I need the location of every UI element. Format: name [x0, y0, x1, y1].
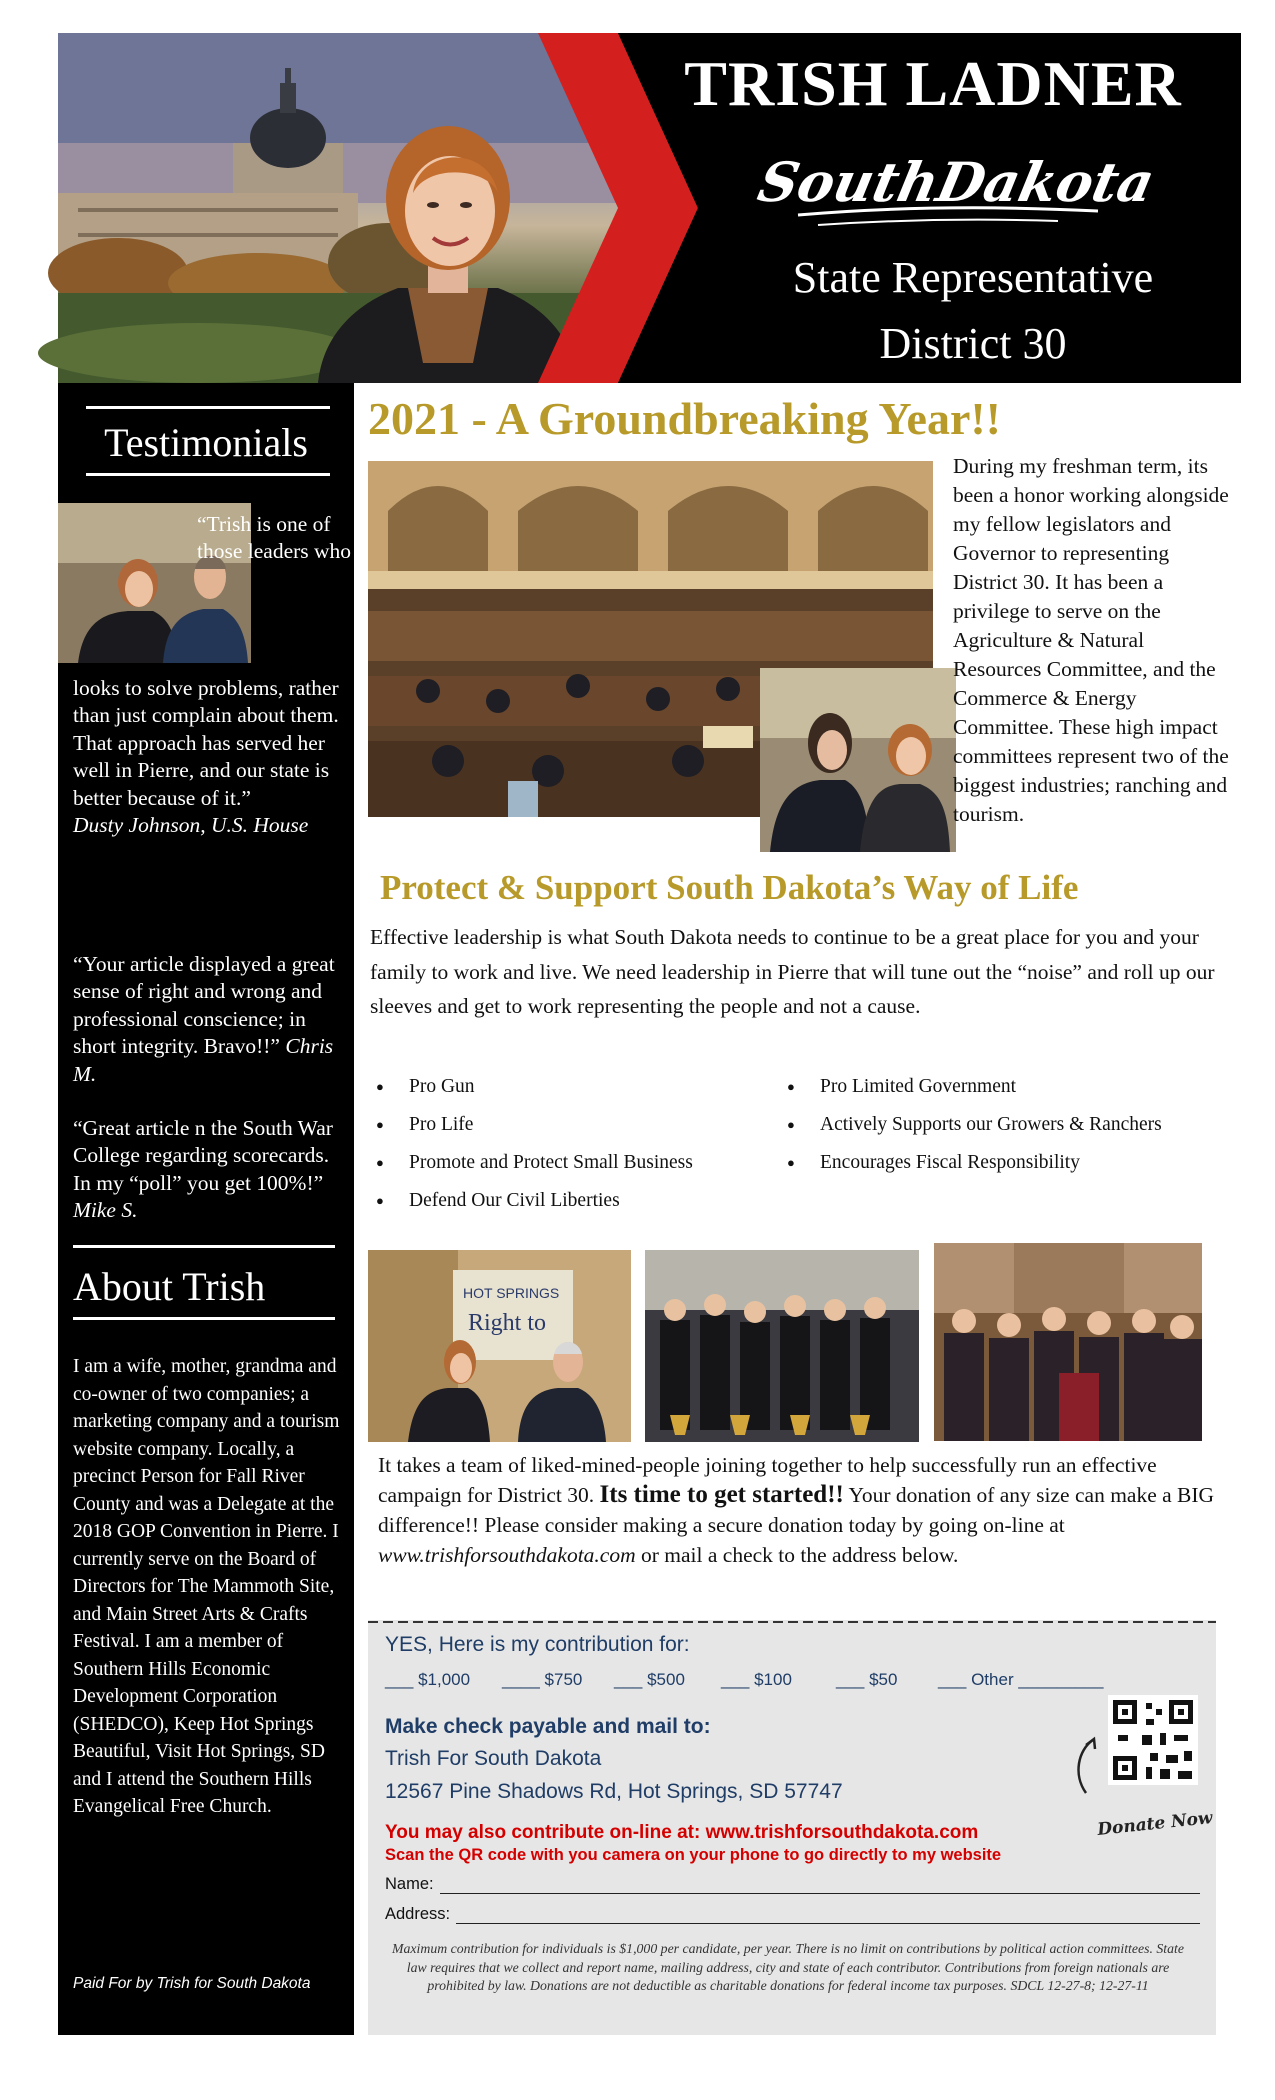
two-women-photo — [760, 668, 956, 852]
section-subtitle: Protect & Support South Dakota’s Way of Life — [380, 868, 1079, 907]
amount-options — [385, 1670, 1205, 1690]
intro-paragraph: During my freshman term, its been a honor working alongside my fellow legislators and Governor to representing District 30. It has been a privilege to serve on the Agriculture & Natural Resources Committee, and the Commerce & Energy Committee. These high impact committees represent two of the biggest industries; ranching and tourism. — [953, 454, 1229, 826]
curved-arrow-icon — [1079, 1740, 1093, 1793]
testimonial-1-quote — [73, 675, 348, 839]
testimonials-heading: Testimonials — [104, 420, 308, 465]
about-heading: About Trish — [73, 1264, 266, 1309]
testimonial-2 — [73, 951, 348, 1088]
shovels-group-photo — [645, 1250, 919, 1442]
testimonial-1-quote-rest: looks to solve problems, rather than just complain about them. That approach has served her well in Pierre, and our state is better because of it.” — [73, 676, 339, 810]
main-title: 2021 - A Groundbreaking Year!! — [368, 393, 1001, 444]
campaign-website-link[interactable]: www.trishforsouthdakota.com — [378, 1543, 636, 1567]
name-field[interactable] — [440, 1876, 1200, 1894]
office-title — [698, 245, 1248, 377]
testimonial-3-author: Mike S. — [73, 1198, 138, 1223]
testimonial-1-quote-start: “Trish is one of those leaders who — [197, 512, 352, 564]
divider — [73, 1317, 335, 1320]
amount-option[interactable]: ___ $50 — [836, 1670, 898, 1689]
hot-springs-photo — [368, 1250, 631, 1442]
svg-text:HOT SPRINGS: HOT SPRINGS — [463, 1285, 560, 1301]
closing-emphasis: Its time to get started!! — [599, 1481, 844, 1508]
governor-photo — [760, 668, 956, 852]
contribution-heading: YES, Here is my contribution for: — [385, 1633, 690, 1656]
list-item: ● Pro Gun — [372, 1068, 693, 1106]
name-label: Name: — [385, 1875, 434, 1893]
divider — [86, 473, 330, 476]
testimonial-2-author: Chris M. — [73, 1034, 334, 1086]
women-group-photo — [934, 1243, 1202, 1441]
amount-option[interactable]: ___ $100 — [721, 1670, 792, 1689]
form-dashed-border — [368, 1620, 1216, 1626]
name-field-row — [385, 1875, 1200, 1894]
testimonial-1-author: Dusty Johnson, U.S. House — [73, 813, 309, 838]
list-item: ● Promote and Protect Small Business — [372, 1144, 693, 1182]
contribution-form — [368, 1620, 1216, 2035]
closing-text-c: or mail a check to the address below. — [641, 1543, 959, 1567]
list-item: ● Actively Supports our Growers & Ranchers — [783, 1106, 1163, 1144]
mailing-address: 12567 Pine Shadows Rd, Hot Springs, SD 57747 — [385, 1780, 843, 1803]
legal-disclaimer: Maximum contribution for individuals is $1,000 per candidate, per year. There is no limit on contributions by political action committees. State law requires that we collect and report name, mailing address, city and state of each contributor. Contributions from foreign nationals are prohibited by law. Donations are not deductible as charitable donations for federal income tax purposes. SDCL 12-27-8; 12-27-11 — [392, 1941, 1184, 1993]
testimonial-2-quote: “Your article displayed a great sense of right and wrong and professional conscience; in short integrity. Bravo!!” — [73, 952, 335, 1059]
amount-option[interactable]: ___ $500 — [614, 1670, 685, 1689]
divider — [86, 406, 330, 409]
priorities-list-left — [372, 1068, 693, 1220]
testimonial-3 — [73, 1115, 348, 1225]
about-text: I am a wife, mother, grandma and co-owner of two companies; a marketing company and a tourism website company. Locally, a precinct Person for Fall River County and was a Delegate at the 2018 GOP Convention in Pierre. I currently serve on the Board of Directors for The Mammoth Site, and Main Street Arts & Crafts Festival. I am a member of Southern Hills Economic Development Corporation (SHEDCO), Keep Hot Springs Beautiful, Visit Hot Springs, SD and I attend the Southern Hills Evangelical Free Church. — [73, 1356, 340, 1817]
legislators-group-photo — [934, 1243, 1202, 1441]
qr-code-icon[interactable] — [1038, 1695, 1218, 1845]
address-field-row — [385, 1905, 1200, 1924]
closing-text-a: It takes a team of liked-mined-people joining together to help successfully run an effective campaign for District 30. — [378, 1453, 1157, 1507]
office-line-1: State Representative — [792, 253, 1154, 302]
list-item: ● Defend Our Civil Liberties — [372, 1182, 693, 1220]
svg-text:SouthDakota: SouthDakota — [752, 150, 1160, 214]
svg-text:Donate Now: Donate Now — [1096, 1808, 1214, 1840]
svg-text:Right to: Right to — [468, 1310, 547, 1336]
address-label: Address: — [385, 1905, 451, 1923]
list-item: ● Pro Limited Government — [783, 1068, 1163, 1106]
south-dakota-script-logo — [752, 133, 1160, 243]
groundbreaking-photo — [645, 1250, 919, 1442]
address-field[interactable] — [456, 1906, 1200, 1924]
amount-option[interactable]: ____ $750 — [502, 1670, 583, 1689]
list-item: ● Pro Life — [372, 1106, 693, 1144]
priorities-list-right — [783, 1068, 1163, 1182]
candidate-name: TRISH LADNER — [684, 48, 1182, 119]
office-line-2: District 30 — [879, 319, 1067, 368]
amount-option[interactable]: ___ $1,000 — [385, 1670, 471, 1689]
leadership-paragraph: Effective leadership is what South Dakota needs to continue to be a great place for you and your family to work and live. We need leadership in Pierre that will tune out the “noise” and roll up our sleeves and get to work representing the people and not a cause. — [370, 925, 1215, 1018]
qr-instruction-line: Scan the QR code with you camera on your phone to go directly to my website — [385, 1846, 1002, 1864]
list-item: ● Encourages Fiscal Responsibility — [783, 1144, 1163, 1182]
closing-paragraph — [378, 1450, 1238, 1570]
online-contribution-line: You may also contribute on-line at: www.trishforsouthdakota.com — [385, 1822, 979, 1843]
payee-name: Trish For South Dakota — [385, 1747, 602, 1770]
left-sidebar — [58, 383, 354, 2035]
payable-heading: Make check payable and mail to: — [385, 1715, 711, 1738]
testimonial-3-quote: “Great article n the South War College regarding scorecards. In my “poll” you get 100%!” — [73, 1116, 333, 1195]
header-banner — [58, 33, 1241, 383]
closing-text-b: Your donation of any size can make a BIG difference!! Please consider making a secure donation today by going on-line at — [378, 1483, 1215, 1537]
couple-with-sign-photo — [368, 1250, 631, 1442]
amount-option-other[interactable]: ___ Other _________ — [938, 1670, 1104, 1689]
paid-for-disclosure: Paid For by Trish for South Dakota — [73, 1975, 311, 1992]
divider — [73, 1245, 335, 1248]
